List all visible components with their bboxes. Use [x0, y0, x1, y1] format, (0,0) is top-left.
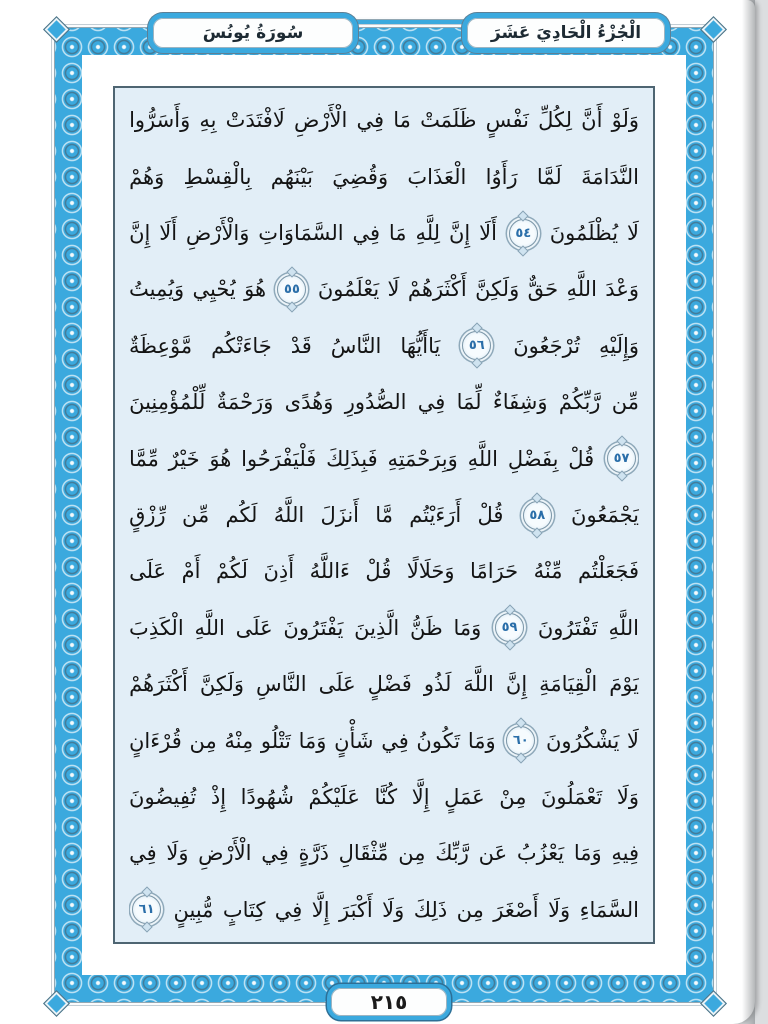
ayah-number-marker: ٥٧: [607, 444, 636, 473]
quran-line: فِيهِ وَمَا يَعْزُبُ عَن رَّبِّكَ مِن مِّثْقَالِ ذَرَّةٍ فِي الْأَرْضِ وَلَا فِي: [129, 841, 639, 866]
page-number-cartouche: [327, 984, 451, 1020]
quran-line: يَوْمَ الْقِيَامَةِ إِنَّ اللَّهَ لَذُو فَضْلٍ عَلَى النَّاسِ وَلَكِنَّ أَكْثَرَهُمْ: [129, 672, 639, 697]
ornamental-frame: [55, 28, 713, 1002]
quran-line: وَعْدَ اللَّهِ حَقٌّ وَلَكِنَّ أَكْثَرَهُمْ لَا يَعْلَمُونَ ٥٥ هُوَ يُحْيِي وَيُمِيتُ: [129, 261, 639, 317]
ayah-number-marker: ٦٠: [506, 726, 535, 755]
quran-line: وَلَا تَعْمَلُونَ مِنْ عَمَلٍ إِلَّا كُنَّا عَلَيْكُمْ شُهُودًا إِذْ تُفِيضُونَ: [129, 785, 639, 810]
quran-panel: [113, 86, 655, 944]
quran-line: فَجَعَلْتُم مِّنْهُ حَرَامًا وَحَلَالًا قُلْ ءَاللَّهُ أَذِنَ لَكُمْ أَمْ عَلَى: [129, 559, 639, 584]
ayah-number-marker: ٥٦: [462, 331, 491, 360]
quran-line: وَإِلَيْهِ تُرْجَعُونَ ٥٦ يَاأَيُّهَا النَّاسُ قَدْ جَاءَتْكُم مَّوْعِظَةٌ: [129, 318, 639, 374]
juz-name-label: الْجُزْءُ الْحَادِيَ عَشَرَ: [490, 23, 642, 43]
juz-name-tab: [462, 13, 670, 53]
ayah-number-marker: ٥٨: [523, 501, 552, 530]
inner-margin: [82, 55, 686, 975]
scan-edge-shadow: [742, 0, 755, 1024]
quran-line: السَّمَاءِ وَلَا أَصْغَرَ مِن ذَلِكَ وَلَا أَكْبَرَ إِلَّا فِي كِتَابٍ مُّبِينٍ ٦١: [129, 882, 639, 938]
quran-line: ٥٧ قُلْ بِفَضْلِ اللَّهِ وَبِرَحْمَتِهِ فَبِذَلِكَ فَلْيَفْرَحُوا هُوَ خَيْرٌ مِّمَّا: [129, 430, 639, 486]
ayah-number-marker: ٥٥: [277, 275, 306, 304]
quran-line: لَا يُظْلَمُونَ ٥٤ أَلَا إِنَّ لِلَّهِ مَا فِي السَّمَاوَاتِ وَالْأَرْضِ أَلَا إِنَّ: [129, 205, 639, 261]
quran-line: اللَّهِ تَفْتَرُونَ ٥٩ وَمَا ظَنُّ الَّذِينَ يَفْتَرُونَ عَلَى اللَّهِ الْكَذِبَ: [129, 600, 639, 656]
quran-line: مِّن رَّبِّكُمْ وَشِفَاءٌ لِّمَا فِي الصُّدُورِ وَهُدًى وَرَحْمَةٌ لِّلْمُؤْمِنِينَ: [129, 390, 639, 415]
surah-name-label: سُورَةُ يُونُسَ: [202, 23, 304, 43]
ayah-number-marker: ٥٩: [495, 613, 524, 642]
surah-name-tab: [148, 13, 358, 53]
page-number: ٢١٥: [370, 990, 408, 1014]
quran-line: يَجْمَعُونَ ٥٨ قُلْ أَرَءَيْتُم مَّا أَنزَلَ اللَّهُ لَكُم مِّن رِّزْقٍ: [129, 487, 639, 543]
quran-line: وَلَوْ أَنَّ لِكُلِّ نَفْسٍ ظَلَمَتْ مَا فِي الْأَرْضِ لَافْتَدَتْ بِهِ وَأَسَرُّوا: [129, 108, 639, 133]
quran-text-panel: [115, 88, 653, 942]
quran-line: النَّدَامَةَ لَمَّا رَأَوُا الْعَذَابَ وَقُضِيَ بَيْنَهُم بِالْقِسْطِ وَهُمْ: [129, 164, 639, 189]
ayah-number-marker: ٦١: [132, 895, 161, 924]
ayah-number-marker: ٥٤: [509, 219, 538, 248]
quran-line: لَا يَشْكُرُونَ ٦٠ وَمَا تَكُونُ فِي شَأْنٍ وَمَا تَتْلُو مِنْهُ مِن قُرْءَانٍ: [129, 712, 639, 768]
